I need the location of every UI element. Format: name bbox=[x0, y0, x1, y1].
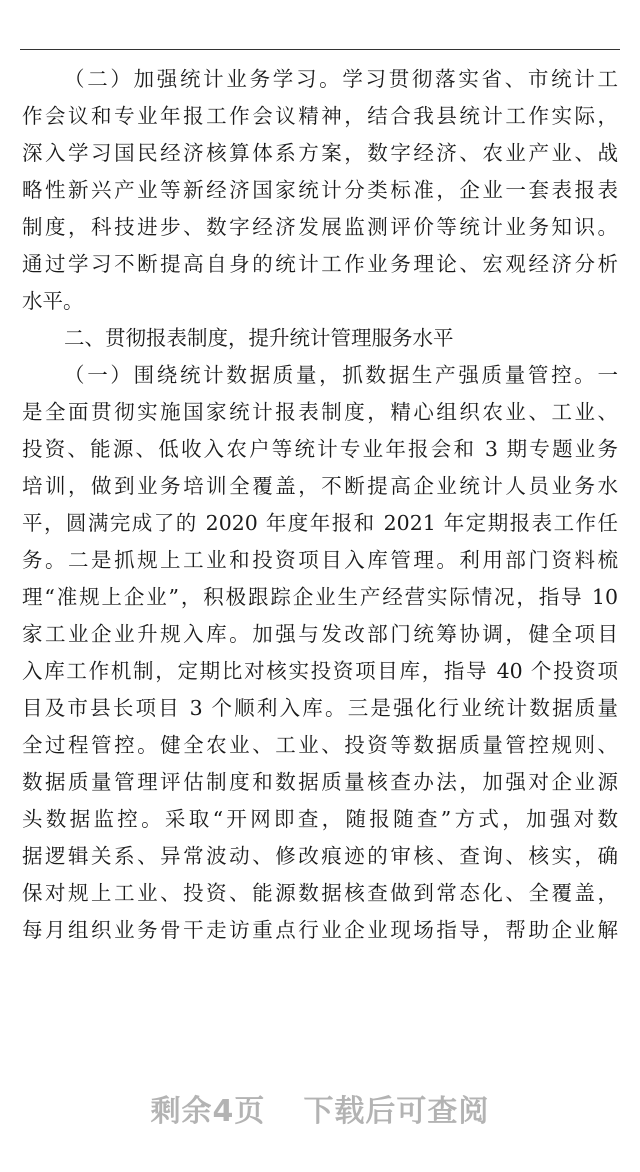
text-line: （一）围绕统计数据质量，抓数据生产强质量管控。一 bbox=[64, 363, 618, 387]
text-line: 培训，做到业务培训全覆盖，不断提高企业统计人员业务水 bbox=[22, 474, 618, 498]
text-line: 略性新兴产业等新经济国家统计分类标准，企业一套表报表 bbox=[22, 178, 618, 202]
text-line: 入库工作机制，定期比对核实投资项目库，指导 40 个投资项 bbox=[22, 659, 618, 683]
paragraph bbox=[22, 357, 618, 949]
text-line: 据逻辑关系、异常波动、修改痕迹的审核、查询、核实，确 bbox=[22, 844, 618, 868]
top-divider bbox=[20, 49, 620, 50]
text-line: 深入学习国民经济核算体系方案，数字经济、农业产业、战 bbox=[22, 141, 618, 165]
remaining-pages-label: 剩余4页 bbox=[150, 1094, 266, 1129]
text-line: 投资、能源、低收入农户等统计专业年报会和 3 期专题业务 bbox=[22, 437, 618, 461]
paragraph bbox=[22, 61, 618, 320]
text-line: 通过学习不断提高自身的统计工作业务理论、宏观经济分析 bbox=[22, 252, 618, 276]
text-line: 家工业企业升规入库。加强与发改部门统筹协调，健全项目 bbox=[22, 622, 618, 646]
text-line: （二）加强统计业务学习。学习贯彻落实省、市统计工 bbox=[64, 67, 618, 91]
text-line: 头数据监控。采取“开网即查，随报随查”方式，加强对数 bbox=[22, 807, 618, 831]
text-line: 每月组织业务骨干走访重点行业企业现场指导，帮助企业解 bbox=[22, 918, 618, 942]
text-line: 水平。 bbox=[22, 289, 84, 313]
text-line: 作会议和专业年报工作会议精神，结合我县统计工作实际， bbox=[22, 104, 618, 128]
download-to-view-link[interactable]: 下载后可查阅 bbox=[303, 1094, 490, 1129]
document-body bbox=[22, 61, 618, 949]
preview-limit-banner[interactable] bbox=[0, 1086, 640, 1130]
text-line: 数据质量管理评估制度和数据质量核查办法，加强对企业源 bbox=[22, 770, 618, 794]
text-line: 保对规上工业、投资、能源数据核查做到常态化、全覆盖， bbox=[22, 881, 618, 905]
text-line: 目及市县长项目 3 个顺利入库。三是强化行业统计数据质量 bbox=[22, 696, 618, 720]
section-heading-text: 二、贯彻报表制度，提升统计管理服务水平 bbox=[64, 326, 454, 350]
text-line: 全过程管控。健全农业、工业、投资等数据质量管控规则、 bbox=[22, 733, 618, 757]
text-line: 是全面贯彻实施国家统计报表制度，精心组织农业、工业、 bbox=[22, 400, 618, 424]
text-line: 务。二是抓规上工业和投资项目入库管理。利用部门资料梳 bbox=[22, 548, 618, 572]
text-line: 制度，科技进步、数字经济发展监测评价等统计业务知识。 bbox=[22, 215, 618, 239]
text-line: 理“准规上企业”，积极跟踪企业生产经营实际情况，指导 10 bbox=[22, 585, 618, 609]
text-line: 平，圆满完成了的 2020 年度年报和 2021 年定期报表工作任 bbox=[22, 511, 618, 535]
section-heading bbox=[22, 320, 618, 357]
